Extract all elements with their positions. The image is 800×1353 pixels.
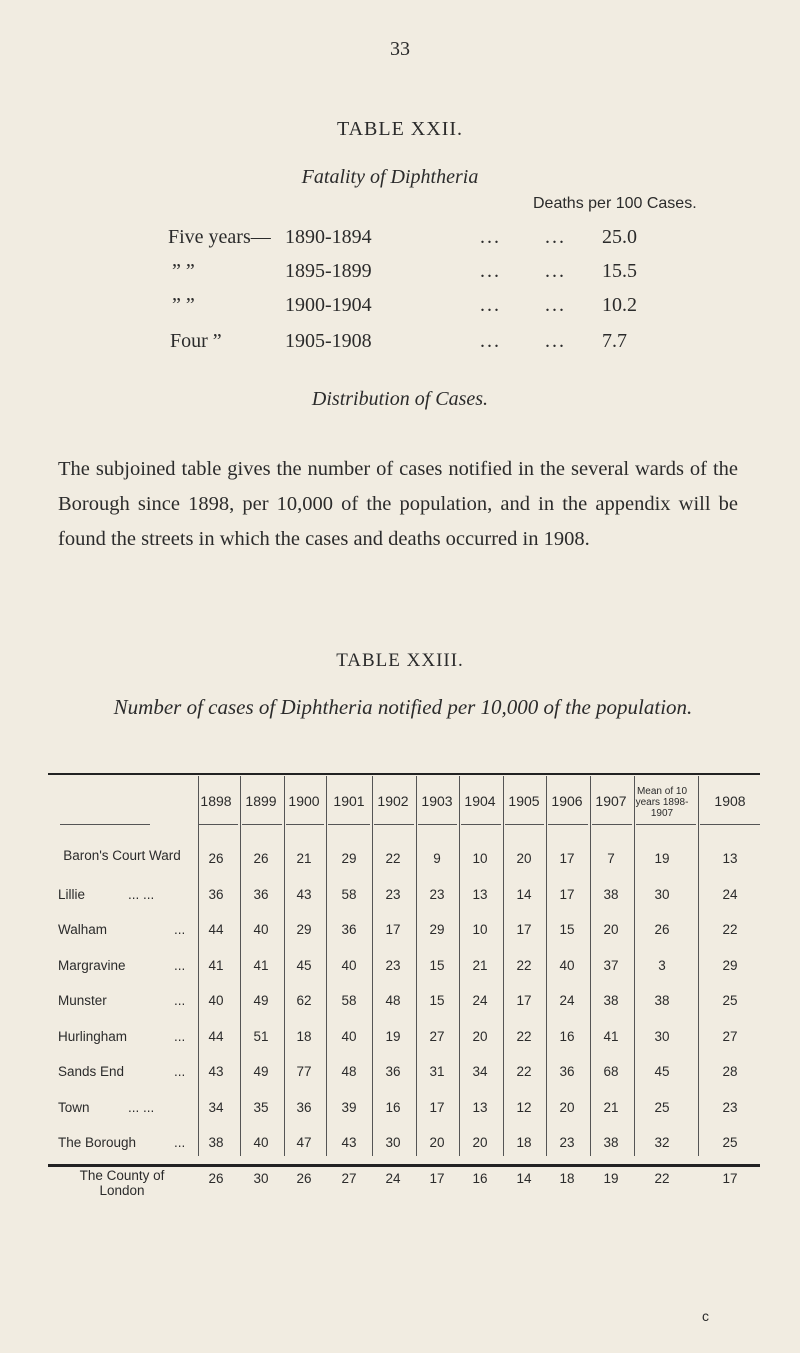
- table-cell: 17: [559, 851, 575, 866]
- table-cell: 19: [654, 851, 670, 866]
- leader-dots: ...: [545, 226, 566, 248]
- table-cell: 38: [603, 886, 619, 902]
- table-cell: 48: [385, 993, 401, 1008]
- table-cell: 34: [472, 1064, 488, 1079]
- table-cell: 30: [253, 1170, 269, 1186]
- table-cell: 36: [385, 1064, 401, 1079]
- table-cell: 38: [208, 1135, 224, 1150]
- table-cell: 36: [559, 1064, 575, 1079]
- ward-label: [58, 1064, 198, 1079]
- table-cell: 40: [341, 1028, 357, 1044]
- ward-label: [58, 993, 198, 1008]
- deaths-value: 25.0: [602, 226, 637, 248]
- table-cell: 40: [559, 957, 575, 973]
- table-cell: 25: [722, 1135, 738, 1150]
- table-cell: 37: [603, 957, 619, 973]
- table-cell: 29: [722, 957, 738, 973]
- ward-name: Margravine: [58, 957, 126, 973]
- table-cell: 38: [654, 993, 670, 1008]
- header-underline: [700, 824, 760, 825]
- fatality-row: [0, 330, 800, 360]
- table-cell: 43: [208, 1064, 224, 1079]
- deaths-value: 7.7: [602, 330, 627, 352]
- leader-dots: ...: [174, 922, 186, 937]
- leader-dots: ...: [545, 260, 566, 282]
- table-cell: 26: [654, 922, 670, 937]
- table-cell: 58: [341, 993, 357, 1008]
- column-header-mean: Mean of 10 years 1898-1907: [635, 786, 689, 819]
- table-cell: 58: [341, 886, 357, 902]
- ward-label: [58, 958, 198, 973]
- period-years: 1895-1899: [285, 260, 372, 282]
- leader-dots: ...: [545, 330, 566, 352]
- fatality-row: [0, 226, 800, 256]
- table-cell: 13: [722, 851, 738, 866]
- page-number: 33: [390, 38, 410, 60]
- table-cell: 43: [296, 886, 312, 902]
- header-underline: [548, 824, 588, 825]
- table-cell: 14: [516, 1170, 532, 1186]
- table-cell: 41: [208, 957, 224, 973]
- table-cell: 41: [253, 957, 269, 973]
- column-header-year: 1905: [508, 793, 540, 809]
- leader-dots: ...: [480, 226, 501, 248]
- table-cell: 35: [253, 1099, 269, 1115]
- table-cell: 21: [603, 1099, 619, 1115]
- table-cell: 47: [296, 1135, 312, 1150]
- table-cell: 26: [208, 1170, 224, 1186]
- leader-dots: ...: [480, 330, 501, 352]
- table-cell: 49: [253, 993, 269, 1008]
- signature-mark: c: [702, 1308, 709, 1324]
- table-cell: 49: [253, 1064, 269, 1079]
- period-years: 1900-1904: [285, 294, 372, 316]
- table-cell: 7: [607, 851, 615, 866]
- table-cell: 20: [559, 1099, 575, 1115]
- table-cell: 24: [472, 993, 488, 1008]
- table-cell: 15: [559, 922, 575, 937]
- table-23-subtitle: Number of cases of Diphtheria notified per 10,000 of the population.: [113, 695, 693, 719]
- header-underline: [286, 824, 324, 825]
- table-cell: 45: [296, 957, 312, 973]
- header-underline: [505, 824, 544, 825]
- ward-name: Hurlingham: [58, 1028, 128, 1044]
- header-underline: [198, 824, 238, 825]
- leader-dots: ...: [480, 294, 501, 316]
- table-cell: 18: [296, 1028, 312, 1044]
- table-cell: 44: [208, 922, 224, 937]
- table-cell: 29: [341, 851, 357, 866]
- period-label: Four ”: [170, 330, 222, 352]
- table-cell: 32: [654, 1135, 670, 1150]
- table-22-column-header: Deaths per 100 Cases.: [533, 195, 697, 212]
- column-header-year: 1900: [288, 793, 320, 809]
- table-cell: 9: [433, 851, 441, 866]
- table-22-subtitle: Fatality of Diphtheria: [301, 166, 479, 188]
- table-cell: 20: [429, 1135, 445, 1150]
- ward-label: [58, 922, 198, 937]
- table-cell: 45: [654, 1064, 670, 1079]
- table-cell: 40: [208, 993, 224, 1008]
- column-header-year: 1904: [464, 793, 496, 809]
- ward-name: Lillie: [58, 886, 86, 902]
- table-cell: 21: [296, 851, 312, 866]
- ward-label: [58, 1135, 198, 1150]
- table-cell: 16: [385, 1099, 401, 1115]
- ward-name: The Borough: [58, 1135, 137, 1150]
- table-cell: 36: [253, 886, 269, 902]
- ward-name: Sands End: [58, 1064, 125, 1079]
- table-cell: 12: [516, 1099, 532, 1115]
- column-header-year: 1899: [245, 793, 277, 809]
- table-cell: 20: [516, 851, 532, 866]
- ward-label: [58, 1168, 198, 1198]
- ward-name: Town: [58, 1099, 90, 1115]
- table-cell: 44: [208, 1028, 224, 1044]
- table-cell: 22: [516, 1064, 532, 1079]
- table-cell: 19: [385, 1028, 401, 1044]
- table-cell: 27: [722, 1028, 738, 1044]
- leader-dots: ...: [480, 260, 501, 282]
- table-cell: 23: [385, 957, 401, 973]
- table-cell: 22: [516, 1028, 532, 1044]
- table-cell: 13: [472, 886, 488, 902]
- leader-dots: ...: [174, 1064, 186, 1079]
- table-cell: 40: [253, 1135, 269, 1150]
- table-cell: 13: [472, 1099, 488, 1115]
- table-cell: 18: [516, 1135, 532, 1150]
- leader-dots: ...: [174, 1028, 186, 1044]
- header-underline: [374, 824, 414, 825]
- ward-name: The County of London: [79, 1167, 165, 1198]
- table-cell: 28: [722, 1064, 738, 1079]
- table-cell: 26: [296, 1170, 312, 1186]
- header-underline: [636, 824, 696, 825]
- column-divider: [698, 776, 699, 1156]
- table-cell: 20: [472, 1135, 488, 1150]
- table-cell: 26: [253, 851, 269, 866]
- ward-label: [58, 1100, 198, 1115]
- table-cell: 14: [516, 886, 532, 902]
- table-cell: 30: [654, 886, 670, 902]
- table-cell: 23: [429, 886, 445, 902]
- leader-dots: ...: [545, 294, 566, 316]
- table-cell: 77: [296, 1064, 312, 1079]
- table-cell: 24: [559, 993, 575, 1008]
- table-cell: 17: [722, 1170, 738, 1186]
- table-cell: 51: [253, 1028, 269, 1044]
- table-cell: 23: [722, 1099, 738, 1115]
- ward-name: Baron's Court Ward: [63, 848, 181, 863]
- table-cell: 38: [603, 993, 619, 1008]
- table-cell: 40: [253, 922, 269, 937]
- table-cell: 40: [341, 957, 357, 973]
- period-label: ” ”: [172, 260, 195, 282]
- column-divider: [634, 776, 635, 1156]
- ward-label: [58, 887, 198, 902]
- table-cell: 15: [429, 993, 445, 1008]
- table-cell: 17: [429, 1099, 445, 1115]
- distribution-heading: Distribution of Cases.: [311, 388, 489, 410]
- column-header-year: 1903: [421, 793, 453, 809]
- table-cell: 62: [296, 993, 312, 1008]
- table-cell: 17: [429, 1170, 445, 1186]
- table-cell: 22: [654, 1170, 670, 1186]
- table-cell: 22: [516, 957, 532, 973]
- table-cell: 25: [654, 1099, 670, 1115]
- table-cell: 16: [559, 1028, 575, 1044]
- table-cell: 23: [559, 1135, 575, 1150]
- table-cell: 41: [603, 1028, 619, 1044]
- table-cell: 31: [429, 1064, 445, 1079]
- table-23-title: TABLE XXIII.: [336, 650, 464, 671]
- table-cell: 17: [559, 886, 575, 902]
- period-years: 1890-1894: [285, 226, 372, 248]
- ward-name: Walham: [58, 922, 108, 937]
- table-cell: 36: [208, 886, 224, 902]
- table-cell: 17: [516, 993, 532, 1008]
- table-cell: 18: [559, 1170, 575, 1186]
- column-header-year: 1902: [377, 793, 409, 809]
- fatality-row: [0, 260, 800, 290]
- header-underline: [60, 824, 150, 825]
- leader-dots: ...: [174, 1135, 186, 1150]
- header-underline: [592, 824, 632, 825]
- table-cell: 10: [472, 922, 488, 937]
- header-underline: [418, 824, 457, 825]
- table-cell: 36: [296, 1099, 312, 1115]
- period-label: Five years—: [168, 226, 271, 248]
- table-cell: 19: [603, 1170, 619, 1186]
- table-cell: 17: [385, 922, 401, 937]
- table-cell: 68: [603, 1064, 619, 1079]
- table-cell: 25: [722, 993, 738, 1008]
- leader-dots: ... ...: [128, 1099, 155, 1115]
- table-cell: 29: [296, 922, 312, 937]
- ward-label: [58, 848, 198, 863]
- table-cell: 20: [472, 1028, 488, 1044]
- table-cell: 36: [341, 922, 357, 937]
- table-cell: 3: [658, 957, 666, 973]
- header-underline: [461, 824, 501, 825]
- table-cell: 24: [385, 1170, 401, 1186]
- column-header-year: 1906: [551, 793, 583, 809]
- table-cell: 16: [472, 1170, 488, 1186]
- fatality-row: [0, 294, 800, 324]
- period-years: 1905-1908: [285, 330, 372, 352]
- table-22-title: TABLE XXII.: [336, 118, 464, 140]
- column-header-year: 1907: [595, 793, 627, 809]
- ward-label: [58, 1029, 198, 1044]
- header-underline: [242, 824, 282, 825]
- table-cell: 17: [516, 922, 532, 937]
- table-cell: 29: [429, 922, 445, 937]
- column-divider: [326, 776, 327, 1156]
- table-cell: 30: [385, 1135, 401, 1150]
- leader-dots: ...: [174, 957, 186, 973]
- deaths-value: 15.5: [602, 260, 637, 282]
- column-header-year: 1908: [714, 793, 746, 809]
- ward-name: Munster: [58, 993, 107, 1008]
- table-cell: 10: [472, 851, 488, 866]
- table-cell: 38: [603, 1135, 619, 1150]
- table-cell: 34: [208, 1099, 224, 1115]
- leader-dots: ...: [174, 993, 186, 1008]
- table-cell: 21: [472, 957, 488, 973]
- header-underline: [328, 824, 370, 825]
- table-cell: 22: [385, 851, 401, 866]
- table-cell: 43: [341, 1135, 357, 1150]
- distribution-paragraph: The subjoined table gives the number of cases notified in the several wards of the Borough since 1898, per 10,000 of the population, and in the appendix will be found the streets in which the cases and deaths occurred in 1908.: [58, 458, 738, 550]
- table-cell: 23: [385, 886, 401, 902]
- table-cell: 26: [208, 851, 224, 866]
- table-cell: 24: [722, 886, 738, 902]
- table-cell: 48: [341, 1064, 357, 1079]
- table-cell: 27: [341, 1170, 357, 1186]
- deaths-value: 10.2: [602, 294, 637, 316]
- table-cell: 15: [429, 957, 445, 973]
- column-header-year: 1901: [333, 793, 365, 809]
- table-cell: 27: [429, 1028, 445, 1044]
- table-cell: 20: [603, 922, 619, 937]
- table-cell: 39: [341, 1099, 357, 1115]
- column-header-year: 1898: [200, 793, 232, 809]
- table-top-rule: [48, 773, 760, 775]
- table-cell: 22: [722, 922, 738, 937]
- leader-dots: ... ...: [128, 886, 155, 902]
- table-cell: 30: [654, 1028, 670, 1044]
- period-label: ” ”: [172, 294, 195, 316]
